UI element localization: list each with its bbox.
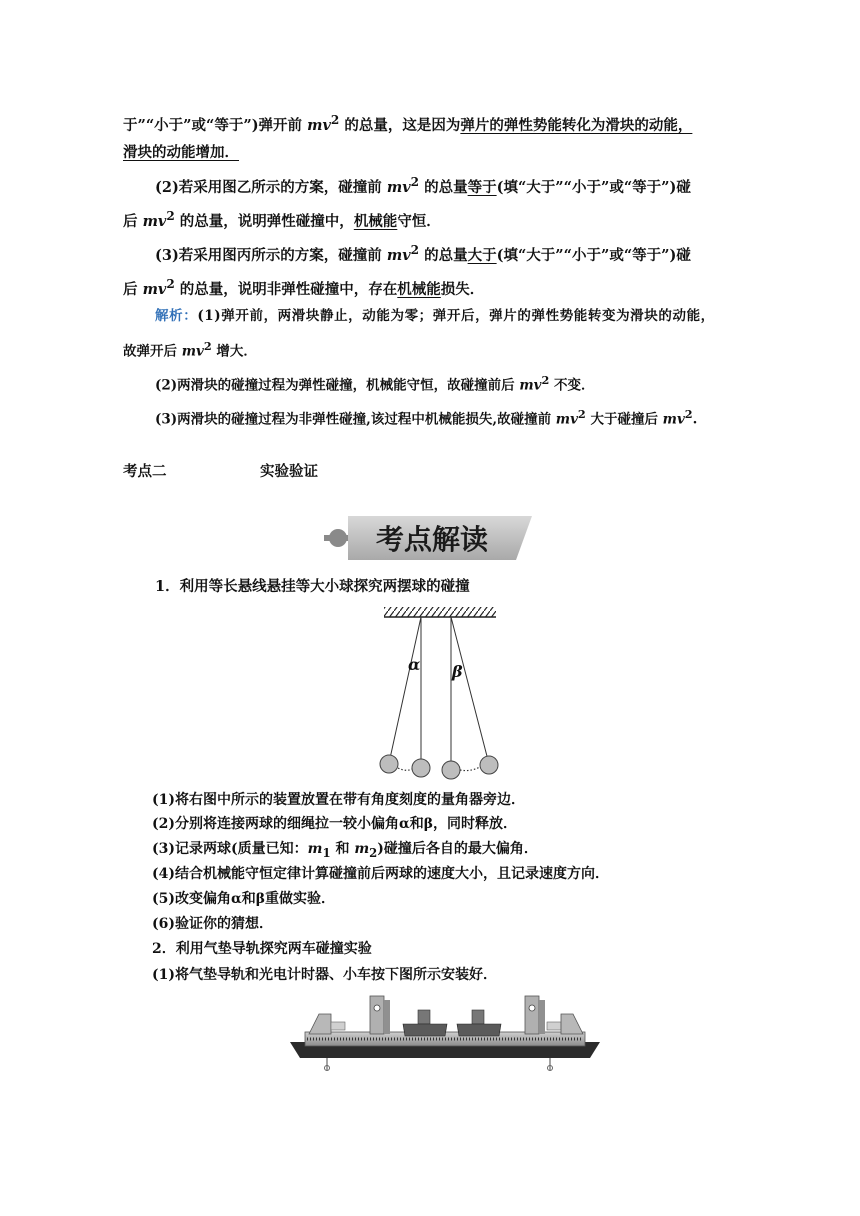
ball-right-deflected [480, 756, 498, 774]
answer-underlined: 弹片的弹性势能转化为滑块的动能， [460, 116, 693, 134]
item2-title: 2．利用气垫导轨探究两车碰撞实验 [152, 941, 372, 957]
text: 于”“小于”或“等于”)弹开前 [123, 116, 308, 134]
cart2 [457, 1024, 501, 1036]
superscript: 2 [577, 407, 586, 421]
banner-title: 考点解读 [375, 523, 489, 556]
ball-right [442, 761, 460, 779]
analysis-line2 [123, 336, 257, 362]
text: 后 [123, 280, 143, 298]
formula-mv: mv [142, 280, 167, 298]
superscript: 2 [166, 277, 175, 291]
cart1-flag [418, 1010, 430, 1024]
item1-title: 1．利用等长悬线悬挂等大小球探究两摆球的碰撞 [155, 578, 470, 595]
answer-underlined: 等于 [467, 178, 497, 196]
para1-line1 [123, 110, 692, 136]
text: 的总量，说明弹性碰撞中， [174, 212, 354, 230]
photogate-left-sensor [374, 1005, 380, 1011]
text: 增大． [211, 343, 257, 360]
text: (3)记录两球(质量已知： [152, 841, 308, 857]
analysis-line3 [155, 370, 595, 396]
var-m: m [354, 841, 370, 857]
para2-line1 [155, 172, 691, 198]
text: 后 [123, 212, 143, 230]
subscript: 2 [369, 845, 378, 860]
formula-mv: mv [555, 411, 578, 428]
text: )碰撞后各自的最大偏角． [377, 841, 538, 857]
text: 损失． [440, 280, 485, 298]
ball-left-deflected [380, 755, 398, 773]
text: 的总量，说明非弹性碰撞中，存在 [174, 280, 398, 298]
section-title: 实验验证 [260, 463, 318, 480]
photogate-right-side [539, 1000, 545, 1034]
answer-underlined: 大于 [467, 246, 497, 264]
para3-line1 [155, 240, 691, 266]
left-end-stand [309, 1014, 331, 1034]
photogate-right-sensor [529, 1005, 535, 1011]
arc-left [398, 768, 412, 770]
section-label: 考点二 [123, 463, 167, 480]
banner-graphic [324, 513, 536, 563]
analysis-line4 [155, 404, 697, 430]
answer-underlined: 滑块的动能增加． [123, 144, 239, 161]
text: 故弹开后 [123, 343, 182, 360]
text: 不变． [549, 377, 595, 394]
text: 的总量 [419, 246, 468, 264]
photogate-left [370, 996, 384, 1034]
analysis-label: 解析： [155, 308, 198, 324]
photogate-left-side [384, 1000, 390, 1034]
formula-mv: mv [307, 116, 331, 134]
formula-mv: mv [142, 212, 167, 230]
text: 的总量 [419, 178, 468, 196]
analysis-line1 [155, 306, 715, 326]
subscript: 1 [322, 845, 331, 860]
para1-line2 [123, 143, 239, 163]
left-bumper [331, 1022, 345, 1030]
string-right-deflected [451, 617, 489, 764]
answer-underlined: 机械能 [397, 280, 441, 298]
photogate-right [525, 996, 539, 1034]
formula-mv: mv [386, 246, 411, 264]
item1-step2: (2)分别将连接两球的细绳拉一较小偏角α和β，同时释放． [152, 816, 518, 832]
superscript: 2 [684, 407, 693, 421]
superscript: 2 [166, 209, 175, 223]
item1-step1: (1)将右图中所示的装置放置在带有角度刻度的量角器旁边． [152, 792, 525, 808]
cart1 [403, 1024, 447, 1036]
superscript: 2 [541, 373, 550, 387]
text: 和 [330, 841, 355, 857]
text: (填“大于”“小于”或“等于”)碰 [496, 178, 691, 196]
pendulum-diagram [370, 603, 510, 783]
para3-line2 [123, 274, 484, 300]
arc-right [460, 767, 480, 771]
right-bumper [547, 1022, 561, 1030]
string-left-deflected [389, 617, 421, 763]
text: (填“大于”“小于”或“等于”)碰 [496, 246, 691, 264]
beta-label: β [452, 662, 463, 681]
text: (2)若采用图乙所示的方案，碰撞前 [155, 178, 387, 196]
var-m: m [307, 841, 323, 857]
text: 大于碰撞后 [585, 411, 663, 428]
right-end-stand [561, 1014, 583, 1034]
section-banner [324, 513, 536, 567]
text: (2)两滑块的碰撞过程为弹性碰撞，机械能守恒，故碰撞前后 [155, 377, 520, 394]
item2-step1: (1)将气垫导轨和光电计时器、小车按下图所示安装好． [152, 967, 497, 983]
superscript: 2 [410, 175, 420, 189]
cart2-flag [472, 1010, 484, 1024]
superscript: 2 [410, 243, 420, 257]
alpha-label: α [408, 655, 421, 674]
air-track-diagram [285, 992, 605, 1074]
formula-mv: mv [181, 343, 204, 360]
text: (3)两滑块的碰撞过程为非弹性碰撞,该过程中机械能损失,故碰撞前 [155, 411, 556, 428]
ball-left [412, 759, 430, 777]
text: 的总量，这是因为 [339, 116, 461, 134]
formula-mv: mv [386, 178, 411, 196]
para2-line2 [123, 206, 441, 232]
text: (3)若采用图丙所示的方案，碰撞前 [155, 246, 387, 264]
answer-underlined: 机械能 [353, 212, 398, 230]
item1-step6: (6)验证你的猜想． [152, 916, 273, 932]
item1-step4: (4)结合机械能守恒定律计算碰撞前后两球的速度大小，且记录速度方向． [152, 866, 609, 882]
item1-step5: (5)改变偏角α和β重做实验． [152, 891, 336, 907]
text: 守恒． [397, 212, 441, 230]
formula-mv: mv [662, 411, 685, 428]
formula-mv: mv [519, 377, 542, 394]
item1-step3 [152, 839, 538, 863]
text: (1)弹开前，两滑块静止，动能为零；弹开后，弹片的弹性势能转变为滑块的动能， [197, 308, 715, 324]
superscript: 2 [330, 113, 340, 127]
superscript: 2 [203, 339, 212, 353]
ceiling-hatch [384, 607, 496, 617]
text: . [692, 411, 698, 428]
